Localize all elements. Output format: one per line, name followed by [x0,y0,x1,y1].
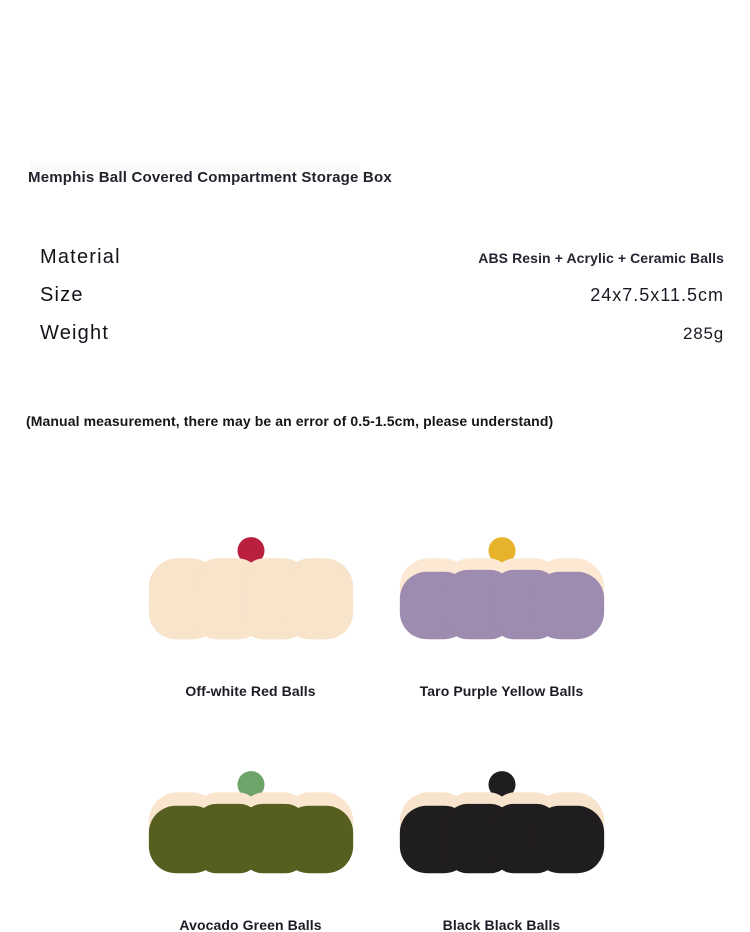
variant-label: Off-white Red Balls [185,683,316,699]
size-value: 24x7.5x11.5cm [590,285,724,305]
weight-value: 285g [682,324,724,343]
variant-tile-2 [125,765,376,932]
variant-tile-3 [376,765,627,932]
variant-tile-1 [376,531,627,699]
spec-table [40,246,724,360]
storage-box-illustration [396,531,608,653]
box-body-shape [148,570,352,639]
variant-label: Taro Purple Yellow Balls [419,683,584,699]
variant-grid [125,531,627,932]
storage-box-illustration [396,765,608,887]
material-label: Material [40,246,121,268]
box-body-shape [399,570,603,639]
variant-tile-0 [125,531,376,699]
variant-label: Avocado Green Balls [179,917,322,932]
spec-row-weight [40,322,724,360]
storage-box-illustration [145,765,357,887]
spec-row-size [40,284,724,322]
storage-box-illustration [145,531,357,653]
measurement-note: (Manual measurement, there may be an error of 0.5-1.5cm, please understand) [26,413,554,429]
weight-label: Weight [40,322,110,344]
page-title: Memphis Ball Covered Compartment Storage Box [28,169,392,186]
material-value: ABS Resin + Acrylic + Ceramic Balls [478,250,724,266]
box-body-shape [148,804,352,873]
box-body-shape [399,804,603,873]
variant-label: Black Black Balls [442,917,561,932]
size-label: Size [40,284,84,306]
spec-row-material [40,246,724,284]
